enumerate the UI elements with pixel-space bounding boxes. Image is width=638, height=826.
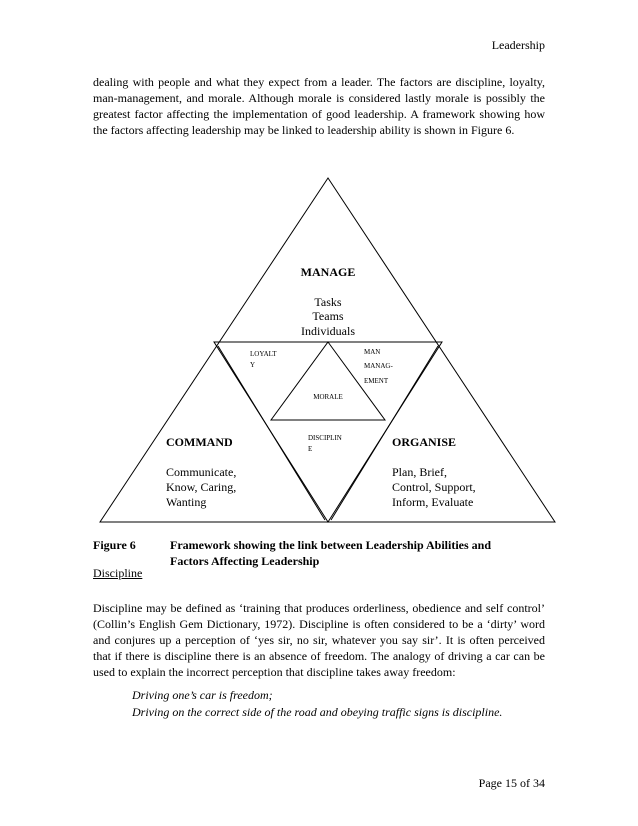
discipline-paragraph [93,600,545,680]
command-line-1: Communicate, [166,465,237,479]
page-number: Page 15 of 34 [478,776,545,790]
manage-line-1: Tasks [314,295,342,309]
figure-caption [170,537,530,569]
manage-title: MANAGE [300,265,356,279]
figure-caption-line-2: Factors Affecting Leadership [170,554,320,568]
man-management-label-2: MANAG- [364,362,393,370]
man-management-label-1: MAN [364,348,381,356]
manage-line-2: Teams [312,309,344,323]
morale-label: MORALE [313,393,343,401]
loyalty-label-2: Y [250,361,256,369]
discipline-text: Discipline may be defined as ‘training that produces orderliness, obedience and self control’ (Collin’s English Gem Dictionary, 1972). Discipline is often considered to be a ‘dirty’ word and conjures up a perception of ‘yes sir, no sir, whatever you say sir’. It is often perceived that if there is discipline there is an absence of freedom. The analogy of driving a car can be used to explain the incorrect perception that discipline takes away freedom: [93,601,545,679]
figure-caption-line-1: Framework showing the link between Leadership Abilities and [170,538,492,552]
figure-number: Figure 6 [93,538,136,552]
command-line-3: Wanting [166,495,207,509]
manage-line-3: Individuals [301,324,355,338]
leadership-framework-diagram [0,170,638,530]
intro-paragraph [93,74,545,138]
command-line-2: Know, Caring, [166,480,237,494]
man-management-label-3: EMENT [364,377,389,385]
organise-line-2: Control, Support, [392,480,476,494]
section-heading: Discipline [93,566,143,580]
loyalty-label-1: LOYALT [250,350,277,358]
organise-line-3: Inform, Evaluate [392,495,474,509]
intro-text: dealing with people and what they expect from a leader. The factors are discipline, loyalty, man-management, and morale. Although morale is considered lastly morale is possibly the greatest factor affecting the implementation of good leadership. A framework showing how the factors affecting leadership may be linked to leadership ability is shown in Figure 6. [93,75,545,137]
quote-line-2: Driving on the correct side of the road and obeying traffic signs is discipline. [132,705,503,719]
discipline-label-1: DISCIPLIN [308,434,342,442]
quote-line-1: Driving one’s car is freedom; [132,688,273,702]
organise-line-1: Plan, Brief, [392,465,447,479]
discipline-label-2: E [308,445,313,453]
organise-title: ORGANISE [392,435,457,449]
page-header: Leadership [491,38,545,52]
command-title: COMMAND [166,435,233,449]
